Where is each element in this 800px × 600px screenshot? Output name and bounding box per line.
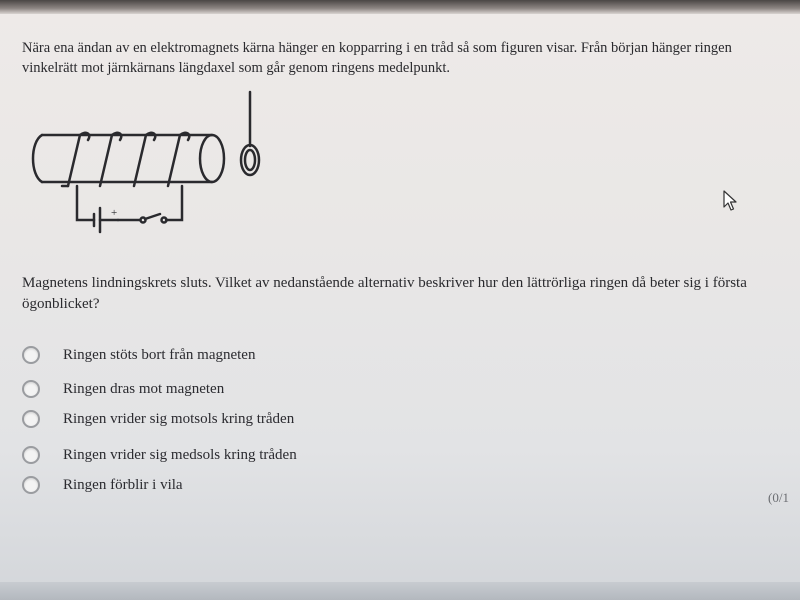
window-top-edge xyxy=(0,0,800,14)
option-label: Ringen dras mot magneten xyxy=(63,380,225,397)
iron-core-icon xyxy=(33,135,224,182)
copper-ring-icon xyxy=(241,92,259,175)
option-label: Ringen vrider sig motsols kring tråden xyxy=(63,410,295,427)
option-label: Ringen stöts bort från magneten xyxy=(63,346,256,363)
radio-button[interactable] xyxy=(22,380,40,398)
score-indicator: (0/1 xyxy=(768,490,789,505)
radio-button[interactable] xyxy=(22,410,40,428)
question-intro: Nära ena ändan av en elektromagnets kärna hänger en kopparring i en tråd så som figuren visar. Från början hänger ringen vinkelrätt mot järnkärnans längdaxel som går genom ringens medelpunkt. xyxy=(22,40,732,76)
battery-plus-label: + xyxy=(111,207,118,219)
electromagnet-coil-icon xyxy=(62,133,189,186)
option-repelled[interactable] xyxy=(22,342,442,368)
electromagnet-figure xyxy=(22,90,272,250)
option-rotate-clockwise[interactable] xyxy=(22,442,442,468)
switch-icon xyxy=(118,214,167,223)
option-attracted[interactable] xyxy=(22,376,442,402)
radio-button[interactable] xyxy=(22,446,40,464)
window-bottom-edge xyxy=(0,582,800,600)
option-label: Ringen förblir i vila xyxy=(63,476,183,493)
mouse-cursor-icon xyxy=(722,190,738,212)
option-rotate-counterclockwise[interactable] xyxy=(22,406,442,432)
question-prompt: Magnetens lindningskrets sluts. Vilket av nedanstående alternativ beskriver hur den lättrörliga ringen då beter sig i första ögonblicket? xyxy=(22,275,747,312)
radio-button[interactable] xyxy=(22,346,40,364)
option-at-rest[interactable] xyxy=(22,472,442,498)
radio-button[interactable] xyxy=(22,476,40,494)
option-label: Ringen vrider sig medsols kring tråden xyxy=(63,446,297,463)
